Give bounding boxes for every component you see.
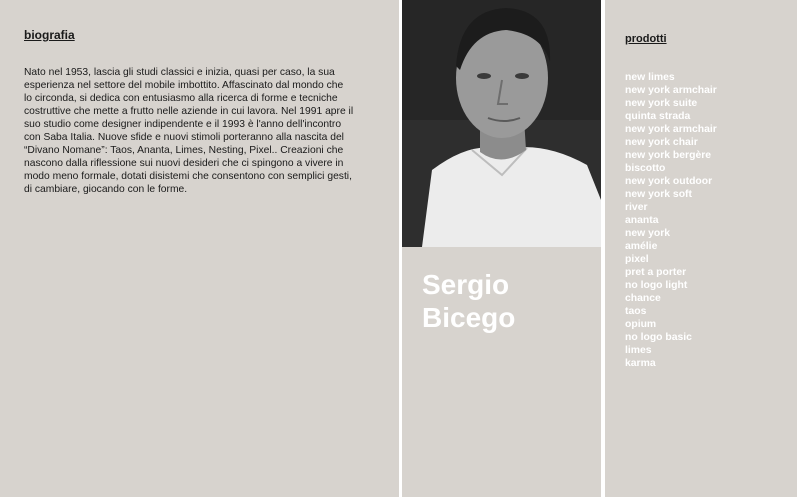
- product-link[interactable]: river: [625, 202, 648, 213]
- product-link[interactable]: new york outdoor: [625, 176, 713, 187]
- designer-first-name: Sergio: [422, 269, 510, 300]
- designer-last-name: Bicego: [422, 302, 516, 333]
- biography-heading: biografia: [24, 28, 75, 42]
- products-list: [625, 71, 717, 370]
- product-link[interactable]: pret a porter: [625, 267, 687, 278]
- product-link[interactable]: chance: [625, 293, 661, 304]
- product-link[interactable]: amélie: [625, 241, 658, 252]
- product-link[interactable]: biscotto: [625, 163, 666, 174]
- product-link[interactable]: new york soft: [625, 189, 692, 200]
- product-link[interactable]: new york chair: [625, 137, 698, 148]
- product-link[interactable]: new york armchair: [625, 85, 717, 96]
- product-link[interactable]: opium: [625, 319, 657, 330]
- product-link[interactable]: karma: [625, 358, 656, 369]
- product-link[interactable]: limes: [625, 345, 652, 356]
- product-link[interactable]: ananta: [625, 215, 659, 226]
- products-heading: prodotti: [625, 33, 667, 45]
- product-link[interactable]: no logo basic: [625, 332, 692, 343]
- product-link[interactable]: pixel: [625, 254, 649, 265]
- portrait-image: [402, 0, 601, 247]
- product-link[interactable]: new limes: [625, 72, 675, 83]
- product-link[interactable]: new york: [625, 228, 671, 239]
- designer-panel: [402, 0, 601, 497]
- designer-name: [422, 268, 515, 334]
- biography-text: Nato nel 1953, lascia gli studi classici e inizia, quasi per caso, la sua esperienza nel settore del mobile imbottito. Affascinato dal mondo che lo circonda, si dedica con entusiasmo alla ricerca di forme e tecniche costruttive che mette a frutto nelle aziende in cui lavora. Nel 1991 apre il suo studio come designer indipendente e il 1993 è l'anno dell'incontro con Saba Italia. Nuove sfide e nuovi stimoli porteranno alla nascita del “Divano Nomane”: Taos, Ananta, Limes, Nesting, Pixel.. Creazioni che nascono dalla riflessione sui nuovi desideri che ci spingono a vivere in modo meno formale, dotati disistemi che consentono con semplici gesti, di cambiare, giocando con le forme.: [24, 67, 354, 195]
- product-link[interactable]: no logo light: [625, 280, 688, 291]
- designer-portrait: [402, 0, 601, 247]
- product-link[interactable]: new york bergère: [625, 150, 712, 161]
- product-link[interactable]: taos: [625, 306, 647, 317]
- product-link[interactable]: quinta strada: [625, 111, 691, 122]
- product-link[interactable]: new york suite: [625, 98, 698, 109]
- products-panel: [605, 0, 797, 497]
- product-link[interactable]: new york armchair: [625, 124, 717, 135]
